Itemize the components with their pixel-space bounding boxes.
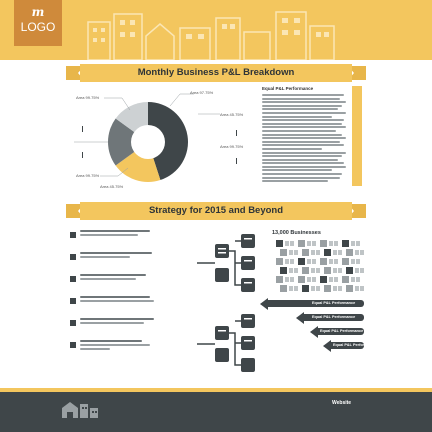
arrow-icon: [296, 312, 304, 324]
text-line: [262, 94, 344, 96]
text-line: [262, 101, 346, 103]
list-item: [70, 318, 180, 340]
org-flow-diagram: [195, 230, 265, 390]
pie-label: Area 97.75%: [190, 90, 214, 95]
text-line: [262, 137, 346, 139]
arrow-icon: [260, 298, 268, 310]
arrow-icon: [323, 340, 331, 352]
building-icon: [298, 276, 316, 283]
pl-section-banner: [66, 64, 366, 82]
text-line: [262, 173, 342, 175]
text-line: [262, 108, 338, 110]
text-line: [262, 177, 340, 179]
footer: [0, 392, 432, 432]
bullet-square: [70, 298, 76, 304]
list-item: [70, 340, 180, 362]
bullet-square: [70, 320, 76, 326]
bullet-square: [70, 254, 76, 260]
building-icon: [280, 267, 298, 274]
list-item: [70, 252, 180, 274]
building-icon: [280, 285, 298, 292]
pie-svg: [70, 84, 250, 196]
list-item: [70, 230, 180, 252]
pie-label: Area 45.75%: [100, 184, 124, 189]
pie-label: Area 99.75%: [76, 95, 100, 100]
text-line: [262, 119, 344, 121]
text-line: [262, 126, 346, 128]
building-icon: [320, 276, 338, 283]
building-icon: [342, 240, 360, 247]
performance-label: Equal P&L Performance: [312, 315, 356, 319]
text-line: [262, 134, 342, 136]
pie-hole: [131, 125, 165, 159]
text-line: [262, 166, 346, 168]
bullet-square: [70, 232, 76, 238]
building-icon: [324, 267, 342, 274]
performance-label: Equal P&L Performance: [312, 301, 356, 305]
building-icon: [276, 240, 294, 247]
text-line: [262, 152, 346, 154]
building-icon: [342, 258, 360, 265]
text-line: [262, 144, 344, 146]
pl-performance-box: [262, 86, 346, 186]
logo[interactable]: [14, 0, 62, 46]
building-icon: [346, 249, 364, 256]
business-count-title: 13,000 Businesses: [272, 230, 321, 236]
text-line: [262, 116, 332, 118]
building-icon: [280, 249, 298, 256]
performance-bar: [318, 328, 364, 335]
performance-bar: [331, 342, 377, 349]
building-icon: [346, 285, 364, 292]
performance-label: Equal P&L Performance: [320, 329, 364, 333]
building-icon: [302, 267, 320, 274]
building-icon: [320, 240, 338, 247]
skyline-illustration: [84, 8, 340, 60]
performance-bar: [304, 314, 364, 321]
text-line: [262, 180, 328, 182]
building-icon: [62, 400, 98, 418]
pl-section-title: Monthly Business P&L Breakdown: [137, 67, 295, 78]
building-icon: [320, 258, 338, 265]
list-item: [70, 296, 180, 318]
text-line: [262, 148, 322, 150]
performance-bar: [268, 300, 364, 307]
list-item: [70, 274, 180, 296]
logo-mark: m: [31, 5, 45, 19]
building-icon: [324, 285, 342, 292]
pie-label: Area 99.75%: [220, 144, 244, 149]
pl-pie-chart: [70, 84, 250, 196]
building-icon: [324, 249, 342, 256]
building-icon: [298, 258, 316, 265]
text-line: [262, 98, 340, 100]
text-line: [262, 162, 344, 164]
strategy-section-title: Strategy for 2015 and Beyond: [148, 205, 284, 216]
building-icon: [346, 267, 364, 274]
building-icon: [302, 285, 320, 292]
pie-label: Area 99.75%: [76, 173, 100, 178]
strategy-list: [70, 230, 180, 362]
bullet-square: [70, 342, 76, 348]
pie-label: Area 45.75%: [220, 112, 244, 117]
pl-box-text: [262, 94, 346, 182]
bullet-square: [70, 276, 76, 282]
text-line: [262, 112, 346, 114]
text-line: [262, 169, 332, 171]
text-line: [262, 123, 342, 125]
business-icon-grid: [272, 238, 368, 294]
pl-box-title: Equal P&L Performance: [262, 86, 314, 91]
text-line: [262, 105, 342, 107]
strategy-section-banner: [66, 202, 366, 220]
text-line: [262, 130, 336, 132]
performance-label: Equal P&L Performance: [333, 343, 377, 347]
arrow-icon: [310, 326, 318, 338]
logo-text: LOGO: [20, 20, 56, 34]
building-icon: [276, 258, 294, 265]
text-line: [262, 159, 338, 161]
building-icon: [298, 240, 316, 247]
text-line: [262, 155, 342, 157]
building-icon: [342, 276, 360, 283]
building-icon: [302, 249, 320, 256]
accent-bar: [352, 86, 362, 186]
website-link[interactable]: Website: [332, 400, 352, 406]
text-line: [262, 141, 340, 143]
header-banner: [0, 0, 432, 60]
business-count: [272, 230, 368, 237]
building-icon: [276, 276, 294, 283]
